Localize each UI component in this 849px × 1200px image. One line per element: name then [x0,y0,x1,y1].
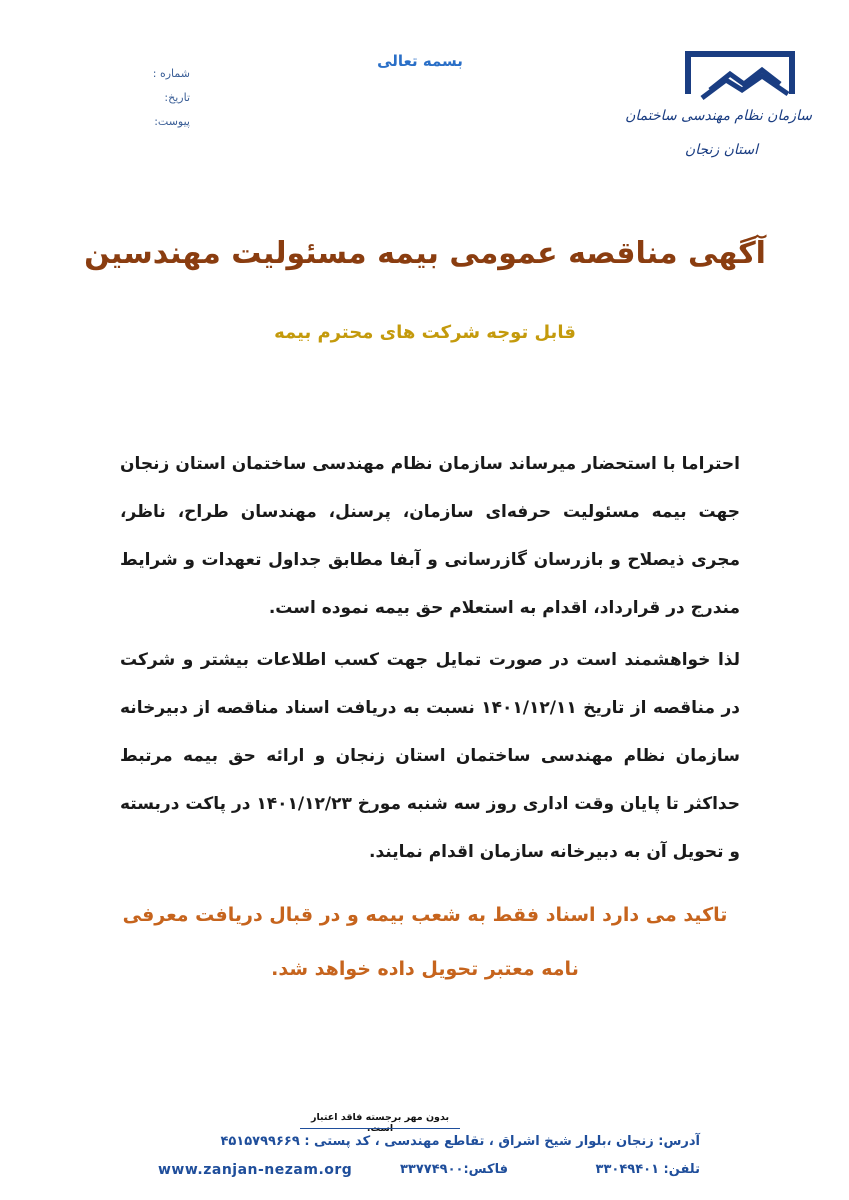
logo-province: استان زنجان [684,142,758,158]
organization-logo [625,40,820,170]
stamp-validity-note: بدون مهر برجسته فاقد اعتبار [310,1112,450,1123]
number-label: شماره : [152,67,190,80]
footer-address: آدرس: زنجان ،بلوار شیخ اشراق ، تقاطع مهندسی ، کد پستی : ۴۵۱۵۷۹۹۶۶۹ [220,1134,700,1149]
attachment-label: پیوست: [154,115,190,128]
emphasis-note: تاکید می دارد اسناد فقط به شعب بیمه و در قبال دریافت معرفی نامه معتبر تحویل داده خواهد شد. [122,904,728,980]
invocation-heading: بسمه تعالی [377,52,463,70]
website-link[interactable]: www.zanjan-nezam.org [158,1162,353,1178]
date-label: تاریخ: [164,91,190,104]
letter-meta [110,62,190,134]
footer-contact [140,1162,700,1184]
building-roof-logo-icon [680,40,800,100]
document-subtitle: قابل توجه شرکت های محترم بیمه [274,322,576,343]
logo-org-name: سازمان نظام مهندسی ساختمان [625,108,812,124]
document-title: آگهی مناقصه عمومی بیمه مسئولیت مهندسین [84,236,766,271]
fax-number: فاکس:۳۳۷۷۴۹۰۰ [400,1162,509,1177]
body-paragraph-1: احتراما با استحضار میرساند سازمان نظام مهندسی ساختمان استان زنجان جهت بیمه مسئولیت حرفه‌ای سازمان، پرسنل، مهندسان طراح، ناظر، مجری ذیصلاح و بازرسان گازرسانی و آبفا مطابق جداول تعهدات و شرایط مندرج در قرارداد، اقدام به استعلام حق بیمه نموده است. [120,454,740,618]
body-paragraph-2: لذا خواهشمند است در صورت تمایل جهت کسب اطلاعات بیشتر و شرکت در مناقصه از تاریخ ۱۴۰۱/۱۲/۱۱ نسبت به دریافت اسناد مناقصه از دبیرخانه سازمان نظام مهندسی ساختمان استان زنجان و ارائه حق بیمه مرتبط حداکثر تا پایان وقت اداری روز سه شنبه مورخ ۱۴۰۱/۱۲/۲۳ در پاکت دربسته و تحویل آن به دبیرخانه سازمان اقدام نمایند. [120,650,740,862]
footer-divider [300,1128,460,1129]
phone-number: تلفن: ۳۳۰۴۹۴۰۱ [595,1162,700,1177]
